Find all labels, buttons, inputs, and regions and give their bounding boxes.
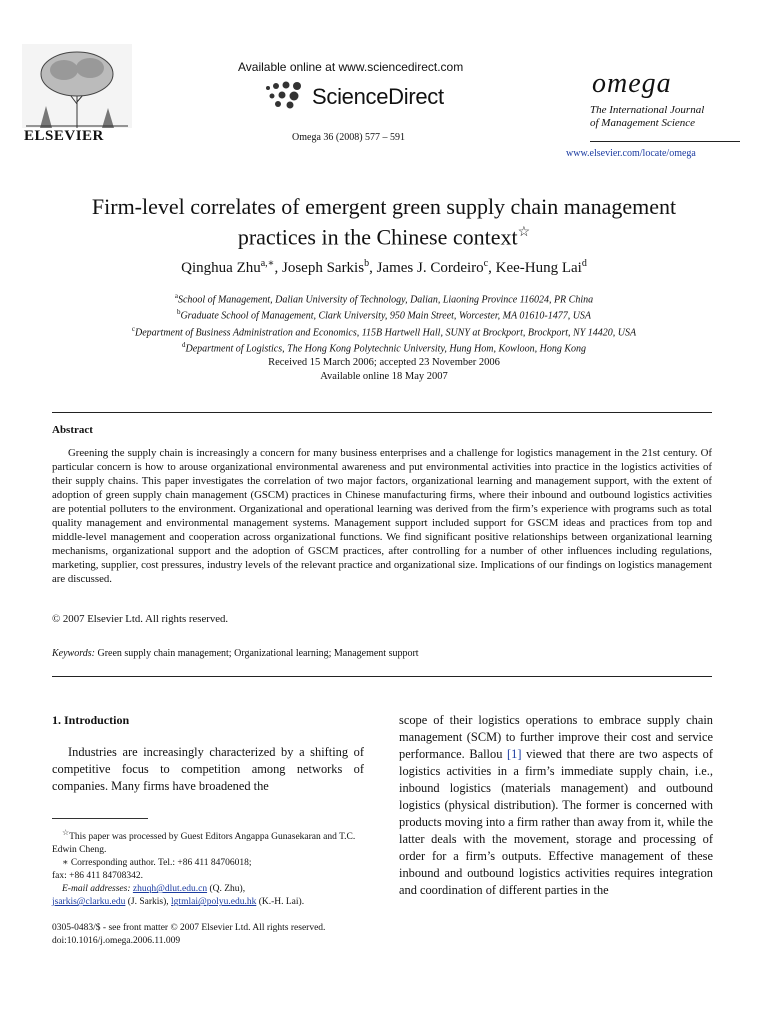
author bbox=[496, 260, 587, 276]
author-name: Kee-Hung Lai bbox=[495, 260, 582, 276]
author-name: James J. Cordeiro bbox=[376, 260, 484, 276]
footnote-star bbox=[52, 826, 364, 857]
affiliation-item bbox=[30, 339, 738, 355]
author-separator: , bbox=[488, 260, 496, 276]
author bbox=[181, 260, 282, 276]
footnote-star-mark: ☆ bbox=[62, 828, 70, 837]
title-line-2 bbox=[40, 220, 728, 250]
intro-right-text-1: scope of their logistics operations to embrace supply chain management (SCM) to further improve their cost and service performance. Ballou bbox=[399, 713, 713, 761]
title-star-footnote-mark[interactable]: ☆ bbox=[517, 225, 531, 240]
abstract-heading: Abstract bbox=[52, 424, 93, 436]
journal-logo-divider bbox=[590, 141, 740, 142]
sciencedirect-dots-icon bbox=[262, 80, 310, 110]
affiliation-text: Department of Business Administration and Economics, 115B Hartwell Hall, SUNY at Brockport, Brockport, NY 14420, USA bbox=[135, 326, 637, 338]
omega-journal-logo: omega bbox=[592, 68, 672, 99]
available-online-text: Available online at www.sciencedirect.com bbox=[238, 60, 464, 74]
keywords-list: Green supply chain management; Organizational learning; Management support bbox=[97, 648, 419, 659]
email-link-lai[interactable]: lgtmlai@polyu.edu.hk bbox=[171, 897, 257, 908]
journal-subtitle-line-2: of Management Science bbox=[590, 117, 696, 129]
abstract-top-rule bbox=[52, 412, 712, 413]
footnote-corresponding: ∗ Corresponding author. Tel.: +86 411 84706018; bbox=[62, 858, 252, 869]
author-separator: , bbox=[274, 260, 282, 276]
affiliation-mark: a bbox=[174, 292, 178, 300]
issn-line: 0305-0483/$ - see front matter © 2007 Elsevier Ltd. All rights reserved. bbox=[52, 923, 326, 933]
keywords-label: Keywords: bbox=[52, 648, 95, 659]
journal-reference: Omega 36 (2008) 577 – 591 bbox=[292, 132, 406, 143]
author-name: Qinghua Zhu bbox=[181, 260, 261, 276]
article-title bbox=[40, 194, 728, 250]
section-heading-introduction: 1. Introduction bbox=[52, 713, 130, 727]
journal-url-link[interactable]: www.elsevier.com/locate/omega bbox=[566, 148, 696, 159]
footnote-star-text: This paper was processed by Guest Editors Angappa Gunasekaran and T.C. Edwin Cheng. bbox=[52, 832, 356, 856]
author-list bbox=[40, 258, 728, 277]
abstract-copyright: © 2007 Elsevier Ltd. All rights reserved. bbox=[52, 613, 229, 625]
title-line-2-text: practices in the Chinese context bbox=[237, 224, 518, 250]
article-dates bbox=[40, 356, 728, 384]
elsevier-wordmark: ELSEVIER bbox=[24, 128, 104, 144]
doi-line: doi:10.1016/j.omega.2006.11.009 bbox=[52, 936, 181, 946]
affiliation-item bbox=[30, 290, 738, 306]
citation-link-1[interactable]: [1] bbox=[507, 747, 522, 761]
affiliation-text: School of Management, Dalian University of Technology, Dalian, Liaoning Province 116024, PR China bbox=[177, 294, 594, 306]
author-affiliation-mark[interactable]: a,∗ bbox=[260, 258, 275, 269]
email-owner-sarkis: (J. Sarkis), bbox=[125, 897, 172, 908]
email-link-zhu[interactable]: zhuqh@dlut.edu.cn bbox=[132, 884, 208, 895]
journal-subtitle bbox=[590, 104, 750, 130]
affiliation-item bbox=[30, 323, 738, 339]
footnote-fax: fax: +86 411 84708342. bbox=[52, 871, 144, 882]
footnote-emails-cont bbox=[52, 896, 364, 909]
available-online-date: Available online 18 May 2007 bbox=[320, 371, 448, 382]
intro-right-column bbox=[399, 712, 713, 899]
email-label: E-mail addresses: bbox=[62, 884, 131, 895]
affiliation-mark: d bbox=[181, 340, 186, 349]
intro-left-column: Industries are increasingly characterized by a shifting of competitive focus to competition among networks of companies. Many firms have broadened the bbox=[52, 745, 364, 793]
affiliation-mark: b bbox=[176, 308, 181, 317]
author bbox=[282, 260, 377, 276]
footnote-rule bbox=[52, 818, 148, 819]
email-owner-zhu: (Q. Zhu), bbox=[207, 884, 246, 895]
author-affiliation-mark[interactable]: d bbox=[581, 258, 587, 269]
affiliation-mark: c bbox=[131, 324, 135, 333]
intro-right-text-2: viewed that there are two aspects of logistics activities in a firm’s immediate supply chain, i.e., inbound logistics (materials management) and outbound logistics (physical distribution). The former is concerned with products moving into a firm rather than away from it, while the latter deals with the movement, storage and processing of order for a firm’s outputs. Effective management of these inbound and outbound logistics activities requires integration and coordination of different parties in the bbox=[399, 747, 713, 897]
affiliation-item bbox=[30, 306, 738, 322]
author-separator: , bbox=[369, 260, 377, 276]
author bbox=[377, 260, 496, 276]
affiliation-list bbox=[30, 290, 738, 355]
footnotes bbox=[52, 826, 364, 909]
footnote-emails bbox=[52, 883, 364, 896]
received-accepted-dates: Received 15 March 2006; accepted 23 November 2006 bbox=[268, 357, 500, 368]
email-link-sarkis[interactable]: jsarkis@clarku.edu bbox=[52, 897, 126, 908]
keywords bbox=[52, 648, 419, 659]
author-name: Joseph Sarkis bbox=[281, 260, 365, 276]
author-affiliation-mark[interactable]: c bbox=[483, 258, 489, 269]
title-line-1: Firm-level correlates of emergent green supply chain management bbox=[91, 194, 677, 219]
abstract-bottom-rule bbox=[52, 676, 712, 677]
abstract-body: Greening the supply chain is increasingly a concern for many business enterprises and a challenge for logistics management in the 21st century. Of particular concern is how to arouse organizational environmental awareness and put environmental activities into practice in the logistics activities of their supply chains. This paper investigates the correlation of two major factors, organizational learning and management support, with the extent of adoption of green supply chain management (GSCM) practices in Chinese manufacturing firms, where their inbound and outbound logistics activities are potential polluters to the environment. Organizational and operational learning was derived from the firm’s experience with programs such as total quality management and environmental management systems. Management support included support for GSCM ideas and practices from top and middle-level management and cooperation across organizational functions. We find significant positive relationships between organizational learning mechanisms, organizational support and the adoption of GSCM practices, after controlling for a number of other influences including regulations, marketing, supplier, cost pressures, industry levels of the relevant practice and organizational size. Implications of our findings on logistics management are discussed. bbox=[52, 447, 712, 585]
author-affiliation-mark[interactable]: b bbox=[364, 258, 370, 269]
front-matter-info bbox=[52, 922, 325, 948]
email-owner-lai: (K.-H. Lai). bbox=[256, 897, 305, 908]
affiliation-text: Department of Logistics, The Hong Kong Polytechnic University, Hung Hom, Kowloon, Hong Kong bbox=[185, 343, 587, 355]
elsevier-tree-logo bbox=[22, 44, 132, 128]
sciencedirect-wordmark: ScienceDirect bbox=[312, 84, 444, 109]
journal-subtitle-line-1: The International Journal bbox=[590, 104, 705, 116]
affiliation-text: Graduate School of Management, Clark University, 950 Main Street, Worcester, MA 01610-1477, USA bbox=[180, 310, 592, 322]
